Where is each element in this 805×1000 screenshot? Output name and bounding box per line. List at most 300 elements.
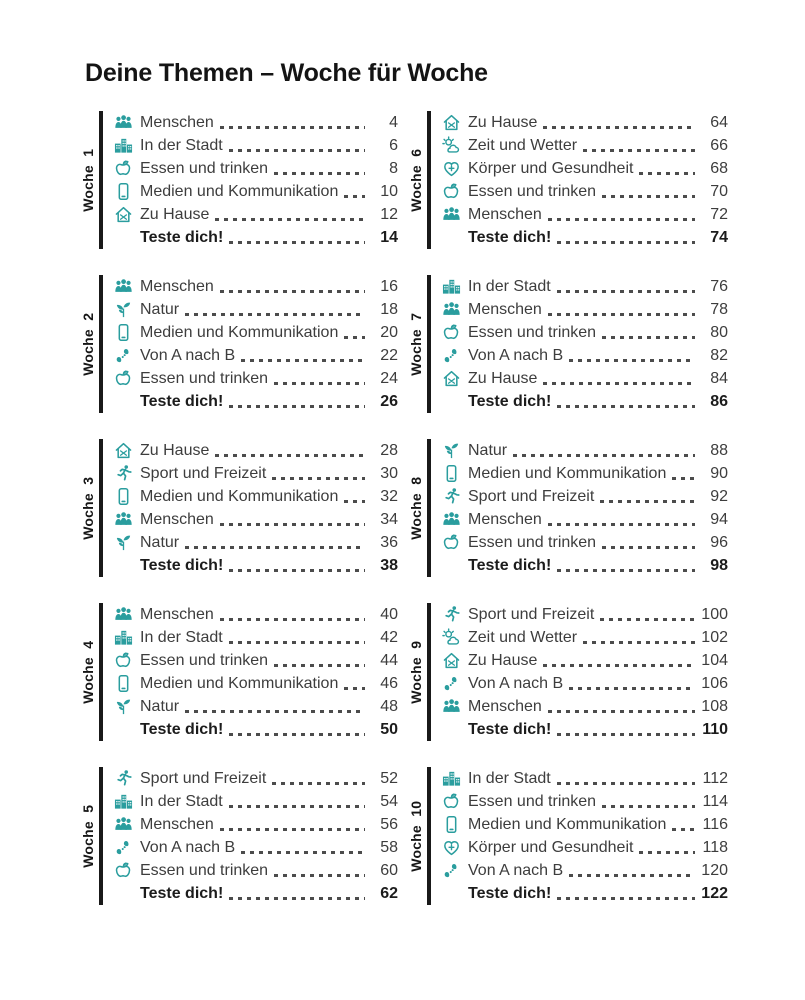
runner-icon [113,464,133,483]
page-number: 32 [380,487,398,505]
week-block-7 [406,275,728,413]
toc-row-test [441,883,728,904]
page-number: 48 [380,697,398,715]
entry-label: Teste dich! [140,720,224,738]
entry-label: Zu Hause [468,651,538,669]
week-label [406,767,425,905]
runner-icon [441,487,461,506]
page-number: 54 [380,792,398,810]
page-number: 22 [380,346,398,364]
dot-leader [569,359,695,362]
toc-row [113,322,398,343]
page-number: 88 [710,441,728,459]
dot-leader [185,546,365,549]
toc-row [441,696,728,717]
page-number: 18 [380,300,398,318]
page-number: 26 [380,392,398,410]
toc-row [113,673,398,694]
toc-row [441,299,728,320]
entry-label: Menschen [468,510,542,528]
city-buildings-icon [113,792,133,811]
dot-leader [639,851,695,854]
week-label [78,767,97,905]
entry-label: Essen und trinken [140,651,269,669]
entry-label: Menschen [140,113,214,131]
no-icon [113,228,133,247]
page-number: 98 [710,556,728,574]
dot-leader [229,405,365,408]
entry-label: Körper und Gesundheit [468,159,634,177]
entry-label: In der Stadt [140,792,223,810]
week-word: Woche [79,820,96,868]
toc-row [441,368,728,389]
page-number: 30 [380,464,398,482]
page-number: 62 [380,884,398,902]
entry-label: Teste dich! [140,228,224,246]
page-number: 24 [380,369,398,387]
dot-leader [600,618,695,621]
week-label [78,603,97,741]
apple-icon [113,651,133,670]
week-entries [113,439,398,577]
entry-label: Sport und Freizeit [140,464,267,482]
page-number: 90 [710,464,728,482]
week-number: 7 [407,312,424,321]
toc-row [113,181,398,202]
dot-leader [543,664,695,667]
entry-label: Menschen [140,277,214,295]
toc-row [441,604,728,625]
week-entries [113,275,398,413]
entry-label: Teste dich! [468,392,552,410]
toc-row [441,650,728,671]
toc-row [441,486,728,507]
dot-leader [229,897,365,900]
no-icon [113,884,133,903]
toc-row [441,204,728,225]
page-number: 66 [710,136,728,154]
entry-label: Von A nach B [140,838,236,856]
people-icon [441,300,461,319]
entry-label: Menschen [468,205,542,223]
smartphone-icon [441,815,461,834]
page-number: 84 [710,369,728,387]
no-icon [441,720,461,739]
dot-leader [344,336,365,339]
toc-row [113,135,398,156]
toc-row [113,299,398,320]
toc-row [113,440,398,461]
page-number: 50 [380,720,398,738]
toc-row [441,276,728,297]
entry-label: Zu Hause [140,441,210,459]
dot-leader [672,477,695,480]
week-divider-bar [99,603,103,741]
heart-plus-icon [441,838,461,857]
no-icon [441,392,461,411]
page-number: 76 [710,277,728,295]
toc-row [113,112,398,133]
week-number: 3 [79,476,96,485]
plant-icon [113,697,133,716]
page-number: 38 [380,556,398,574]
page-number: 94 [710,510,728,528]
page-number: 72 [710,205,728,223]
people-icon [113,605,133,624]
entry-label: Teste dich! [468,720,552,738]
apple-icon [441,533,461,552]
dot-leader [569,687,695,690]
entry-label: Teste dich! [468,228,552,246]
route-icon [441,346,461,365]
page-number: 102 [701,628,728,646]
dot-leader [220,290,365,293]
dot-leader [220,126,365,129]
week-word: Woche [79,492,96,540]
house-icon [441,369,461,388]
dot-leader [344,500,365,503]
entry-label: Sport und Freizeit [468,487,595,505]
smartphone-icon [113,487,133,506]
no-icon [441,228,461,247]
toc-row [441,791,728,812]
dot-leader [241,851,365,854]
week-block-2 [78,275,398,413]
dot-leader [215,454,365,457]
page-number: 64 [710,113,728,131]
entry-label: Essen und trinken [140,861,269,879]
entry-label: Zeit und Wetter [468,628,578,646]
city-buildings-icon [113,628,133,647]
route-icon [441,674,461,693]
people-icon [441,205,461,224]
week-label [406,439,425,577]
entry-label: Medien und Kommunikation [140,182,339,200]
toc-row [441,509,728,530]
plant-icon [113,300,133,319]
toc-row [441,532,728,553]
dot-leader [241,359,365,362]
toc-row [113,768,398,789]
week-number: 2 [79,312,96,321]
apple-icon [441,323,461,342]
toc-row-test [113,227,398,248]
week-block-4 [78,603,398,741]
toc-grid [78,111,805,905]
route-icon [113,346,133,365]
toc-row [113,532,398,553]
week-entries [441,767,728,905]
dot-leader [557,405,695,408]
entry-label: Von A nach B [468,861,564,879]
dot-leader [220,523,365,526]
page-number: 82 [710,346,728,364]
page-number: 34 [380,510,398,528]
page-number: 68 [710,159,728,177]
dot-leader [274,664,365,667]
people-icon [113,113,133,132]
entry-label: Von A nach B [140,346,236,364]
dot-leader [215,218,365,221]
page-number: 112 [702,769,728,787]
page-number: 106 [701,674,728,692]
toc-row-test [441,391,728,412]
dot-leader [672,828,695,831]
page-number: 6 [389,136,398,154]
entry-label: Menschen [468,300,542,318]
entry-label: Essen und trinken [468,182,597,200]
page-number: 100 [701,605,728,623]
entry-label: Essen und trinken [140,369,269,387]
dot-leader [274,874,365,877]
entry-label: Essen und trinken [468,792,597,810]
week-divider-bar [99,111,103,249]
page-number: 114 [702,792,728,810]
page-number: 110 [702,720,728,738]
sun-cloud-icon [441,136,461,155]
house-icon [441,113,461,132]
entry-label: In der Stadt [468,769,551,787]
toc-row-test [441,555,728,576]
toc-row [441,158,728,179]
dot-leader [569,874,695,877]
toc-row [441,345,728,366]
toc-row-test [113,719,398,740]
week-word: Woche [79,328,96,376]
entry-label: Medien und Kommunikation [140,674,339,692]
page-number: 118 [702,838,728,856]
entry-label: Teste dich! [140,392,224,410]
page-number: 16 [380,277,398,295]
entry-label: Essen und trinken [140,159,269,177]
week-label [78,439,97,577]
page-number: 120 [701,861,728,879]
people-icon [113,510,133,529]
entry-label: Natur [140,300,180,318]
page-number: 44 [380,651,398,669]
week-divider-bar [427,275,431,413]
entry-label: Zu Hause [140,205,210,223]
page-number: 4 [389,113,398,131]
dot-leader [229,569,365,572]
week-number: 6 [407,148,424,157]
dot-leader [548,313,695,316]
no-icon [113,392,133,411]
entry-label: Zu Hause [468,369,538,387]
week-divider-bar [427,767,431,905]
dot-leader [543,126,695,129]
plant-icon [441,441,461,460]
week-divider-bar [99,275,103,413]
route-icon [113,838,133,857]
page-number: 108 [701,697,728,715]
toc-row [113,204,398,225]
people-icon [113,277,133,296]
week-number: 4 [79,640,96,649]
toc-row [113,860,398,881]
dot-leader [272,477,365,480]
apple-icon [113,159,133,178]
toc-row [441,181,728,202]
toc-row [113,345,398,366]
dot-leader [185,710,365,713]
entry-label: Medien und Kommunikation [140,323,339,341]
dot-leader [229,149,365,152]
no-icon [113,720,133,739]
dot-leader [185,313,365,316]
toc-row [441,463,728,484]
entry-label: Teste dich! [140,884,224,902]
entry-label: Körper und Gesundheit [468,838,634,856]
house-icon [441,651,461,670]
dot-leader [557,733,695,736]
people-icon [441,510,461,529]
page-number: 40 [380,605,398,623]
week-divider-bar [99,439,103,577]
dot-leader [229,733,365,736]
toc-row-test [113,883,398,904]
runner-icon [113,769,133,788]
week-number: 10 [407,800,424,817]
toc-row [441,627,728,648]
dot-leader [600,500,695,503]
dot-leader [344,195,365,198]
entry-label: Natur [468,441,508,459]
toc-row-test [113,555,398,576]
page-number: 10 [380,182,398,200]
week-number: 5 [79,804,96,813]
page-number: 58 [380,838,398,856]
page-title: Deine Themen – Woche für Woche [85,59,488,87]
toc-row [113,276,398,297]
city-buildings-icon [441,277,461,296]
dot-leader [602,336,695,339]
entry-label: Menschen [140,510,214,528]
entry-label: In der Stadt [140,628,223,646]
city-buildings-icon [441,769,461,788]
week-entries [441,275,728,413]
dot-leader [583,641,695,644]
toc-row-test [441,719,728,740]
page-number: 56 [380,815,398,833]
week-entries [441,603,728,741]
toc-row [113,627,398,648]
week-entries [113,767,398,905]
entry-label: Medien und Kommunikation [468,464,667,482]
plant-icon [113,533,133,552]
week-block-3 [78,439,398,577]
week-label [406,603,425,741]
toc-row [113,650,398,671]
toc-row [113,604,398,625]
week-entries [441,111,728,249]
apple-icon [113,861,133,880]
page-number: 20 [380,323,398,341]
entry-label: Zu Hause [468,113,538,131]
dot-leader [548,523,695,526]
entry-label: Natur [140,533,180,551]
week-word: Woche [79,164,96,212]
dot-leader [557,290,695,293]
page-number: 12 [380,205,398,223]
entry-label: Von A nach B [468,674,564,692]
dot-leader [639,172,695,175]
entry-label: In der Stadt [468,277,551,295]
no-icon [441,884,461,903]
page-number: 92 [710,487,728,505]
dot-leader [229,641,365,644]
week-word: Woche [407,656,424,704]
toc-row [441,837,728,858]
dot-leader [557,782,695,785]
toc-row [441,814,728,835]
house-icon [113,205,133,224]
page-number: 8 [389,159,398,177]
week-label [78,111,97,249]
entry-label: Menschen [468,697,542,715]
entry-label: Medien und Kommunikation [140,487,339,505]
page-number: 14 [380,228,398,246]
city-buildings-icon [113,136,133,155]
toc-row [113,158,398,179]
entry-label: Medien und Kommunikation [468,815,667,833]
smartphone-icon [113,674,133,693]
dot-leader [274,382,365,385]
smartphone-icon [113,182,133,201]
smartphone-icon [441,464,461,483]
dot-leader [602,546,695,549]
week-word: Woche [79,656,96,704]
week-divider-bar [427,111,431,249]
dot-leader [513,454,695,457]
week-block-10 [406,767,728,905]
week-divider-bar [427,603,431,741]
page-number: 42 [380,628,398,646]
entry-label: Teste dich! [140,556,224,574]
toc-row-test [113,391,398,412]
sun-cloud-icon [441,628,461,647]
dot-leader [548,218,695,221]
smartphone-icon [113,323,133,342]
dot-leader [557,897,695,900]
week-block-8 [406,439,728,577]
page-number: 28 [380,441,398,459]
dot-leader [602,195,695,198]
week-label [78,275,97,413]
entry-label: Teste dich! [468,556,552,574]
page-number: 52 [380,769,398,787]
week-word: Woche [407,492,424,540]
toc-row [441,673,728,694]
week-block-5 [78,767,398,905]
week-number: 1 [79,148,96,157]
toc-row [113,463,398,484]
page-number: 46 [380,674,398,692]
week-entries [113,111,398,249]
toc-row [113,486,398,507]
entry-label: Natur [140,697,180,715]
week-label [406,111,425,249]
week-number: 8 [407,476,424,485]
people-icon [441,697,461,716]
toc-row [441,860,728,881]
dot-leader [229,805,365,808]
toc-row [113,814,398,835]
entry-label: Essen und trinken [468,323,597,341]
entry-label: In der Stadt [140,136,223,154]
toc-row [441,768,728,789]
week-label [406,275,425,413]
